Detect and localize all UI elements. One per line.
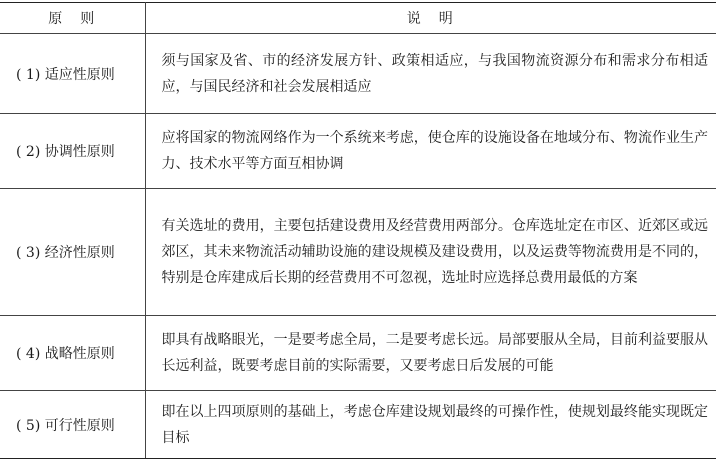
principles-table [0,2,716,459]
principle-cell: ( 5) 可行性原则 [0,391,145,459]
table-header [0,3,716,34]
principle-cell: ( 3) 经济性原则 [0,189,145,316]
description-cell: 须与国家及省、市的经济发展方针、政策相适应，与我国物流资源分布和需求分布相适应，与国民经济和社会发展相适应 [145,34,716,114]
table-body [0,34,716,459]
table-row [0,189,716,316]
header-row [0,3,716,34]
header-description: 说 明 [145,3,716,34]
principle-cell: ( 2) 协调性原则 [0,114,145,189]
table-row [0,316,716,391]
description-cell: 有关选址的费用，主要包括建设费用及经营费用两部分。仓库选址定在市区、近郊区或远郊区，其未来物流活动辅助设施的建设规模及建设费用，以及运费等物流费用是不同的，特别是仓库建成后长期的经营费用不可忽视，选址时应选择总费用最低的方案 [145,189,716,316]
description-cell: 应将国家的物流网络作为一个系统来考虑，使仓库的设施设备在地域分布、物流作业生产力、技术水平等方面互相协调 [145,114,716,189]
header-principle: 原 则 [0,3,145,34]
principle-cell: ( 1) 适应性原则 [0,34,145,114]
description-cell: 即在以上四项原则的基础上，考虑仓库建设规划最终的可操作性，使规划最终能实现既定目标 [145,391,716,459]
table-row [0,114,716,189]
table-row [0,34,716,114]
description-cell: 即具有战略眼光，一是要考虑全局，二是要考虑长远。局部要服从全局，目前利益要服从长远利益，既要考虑目前的实际需要，又要考虑日后发展的可能 [145,316,716,391]
principle-cell: ( 4) 战略性原则 [0,316,145,391]
table-row [0,391,716,459]
